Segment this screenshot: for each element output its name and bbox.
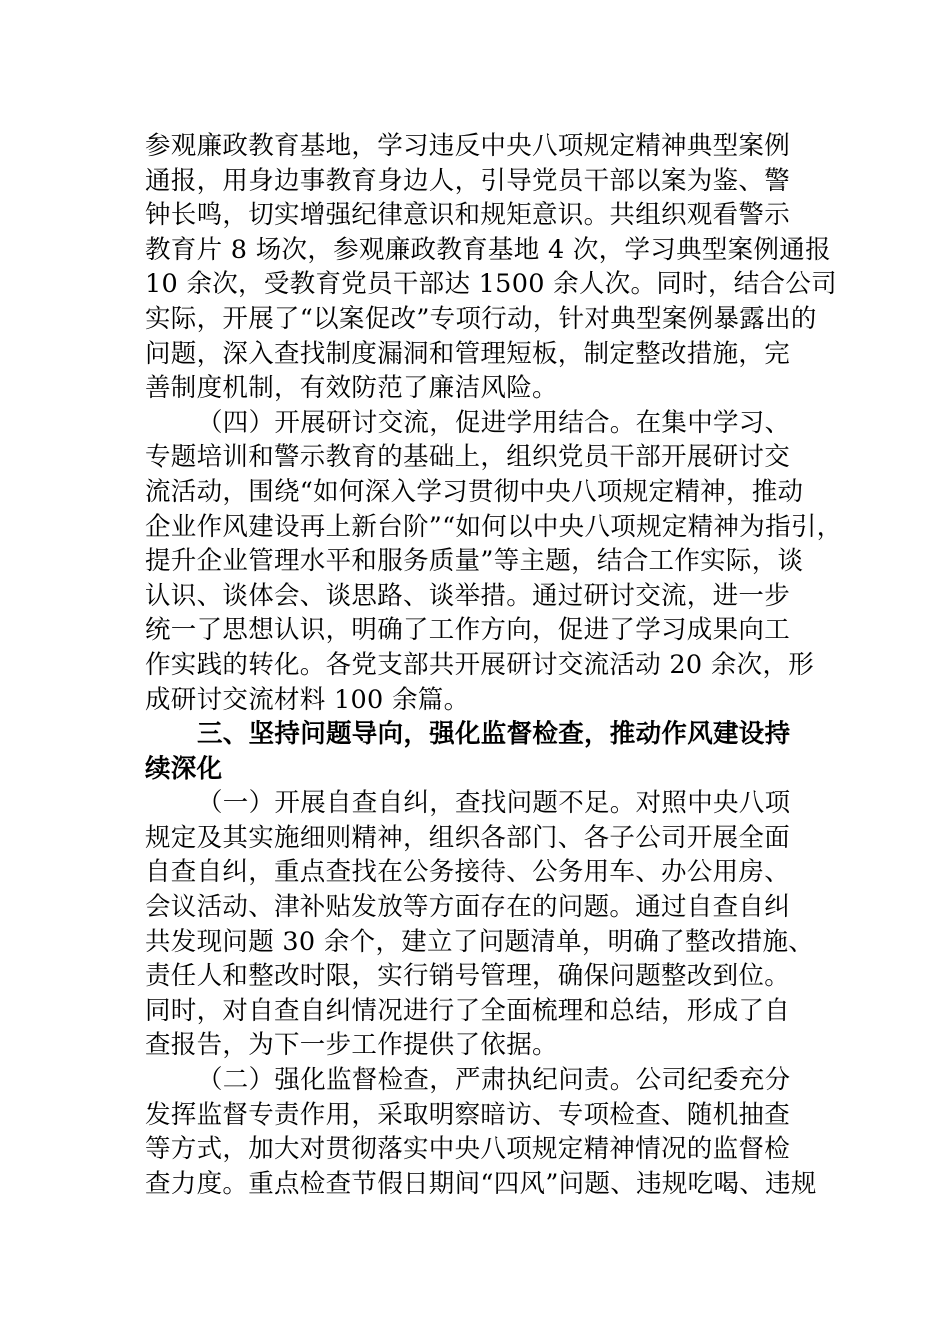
paragraph-line: 实际，开展了“以案促改”专项行动，针对典型案例暴露出的 xyxy=(145,303,817,334)
paragraph-line: 共发现问题 30 余个，建立了问题清单，明确了整改措施、 xyxy=(145,926,815,957)
paragraph-line: 通报，用身边事教育身边人，引导党员干部以案为鉴、警 xyxy=(145,165,791,196)
paragraph-line: 认识、谈体会、谈思路、谈举措。通过研讨交流，进一步 xyxy=(145,580,791,611)
paragraph-line: 会议活动、津补贴发放等方面存在的问题。通过自查自纠 xyxy=(145,892,791,923)
paragraph-line: 钟长鸣，切实增强纪律意识和规矩意识。共组织观看警示 xyxy=(145,200,791,231)
paragraph-line: 规定及其实施细则精神，组织各部门、各子公司开展全面 xyxy=(145,822,791,853)
paragraph-line: 责任人和整改时限，实行销号管理，确保问题整改到位。 xyxy=(145,961,791,992)
paragraph-line: 流活动，围绕“如何深入学习贯彻中央八项规定精神，推动 xyxy=(145,476,804,507)
paragraph-line: 查力度。重点检查节假日期间“四风”问题、违规吃喝、违规 xyxy=(145,1168,817,1199)
paragraph-line: （二）强化监督检查，严肃执纪问责。公司纪委充分 xyxy=(197,1065,791,1096)
paragraph-line: 查报告，为下一步工作提供了依据。 xyxy=(145,1030,558,1061)
paragraph-line: （四）开展研讨交流，促进学用结合。在集中学习、 xyxy=(197,407,791,438)
paragraph-line: 参观廉政教育基地，学习违反中央八项规定精神典型案例 xyxy=(145,131,791,161)
paragraph-line: 专题培训和警示教育的基础上，组织党员干部开展研讨交 xyxy=(145,442,791,473)
section-heading-line: 三、坚持问题导向，强化监督检查，推动作风建设持 xyxy=(197,719,791,750)
section-heading-line: 续深化 xyxy=(145,753,223,784)
paragraph-line: 统一了思想认识，明确了工作方向，促进了学习成果向工 xyxy=(145,615,791,646)
paragraph-line: 企业作风建设再上新台阶”“如何以中央八项规定精神为指引， xyxy=(145,511,843,542)
paragraph-line: 等方式，加大对贯彻落实中央八项规定精神情况的监督检 xyxy=(145,1134,791,1165)
paragraph-line: 同时，对自查自纠情况进行了全面梳理和总结，形成了自 xyxy=(145,995,791,1026)
paragraph-line: 善制度机制，有效防范了廉洁风险。 xyxy=(145,373,558,404)
paragraph-line: 作实践的转化。各党支部共开展研讨交流活动 20 余次，形 xyxy=(145,649,815,680)
document-body xyxy=(145,129,843,1201)
paragraph-line: （一）开展自查自纠，查找问题不足。对照中央八项 xyxy=(197,788,791,819)
paragraph-line: 成研讨交流材料 100 余篇。 xyxy=(145,684,470,715)
paragraph-line: 问题，深入查找制度漏洞和管理短板，制定整改措施，完 xyxy=(145,338,791,369)
paragraph-line: 自查自纠，重点查找在公务接待、公务用车、办公用房、 xyxy=(145,857,791,888)
paragraph-line: 提升企业管理水平和服务质量”等主题，结合工作实际，谈 xyxy=(145,546,804,577)
paragraph-line: 教育片 8 场次，参观廉政教育基地 4 次，学习典型案例通报 xyxy=(145,234,831,265)
paragraph-line: 10 余次，受教育党员干部达 1500 余人次。同时，结合公司 xyxy=(145,269,837,300)
paragraph-line: 发挥监督专责作用，采取明察暗访、专项检查、随机抽查 xyxy=(145,1099,791,1130)
